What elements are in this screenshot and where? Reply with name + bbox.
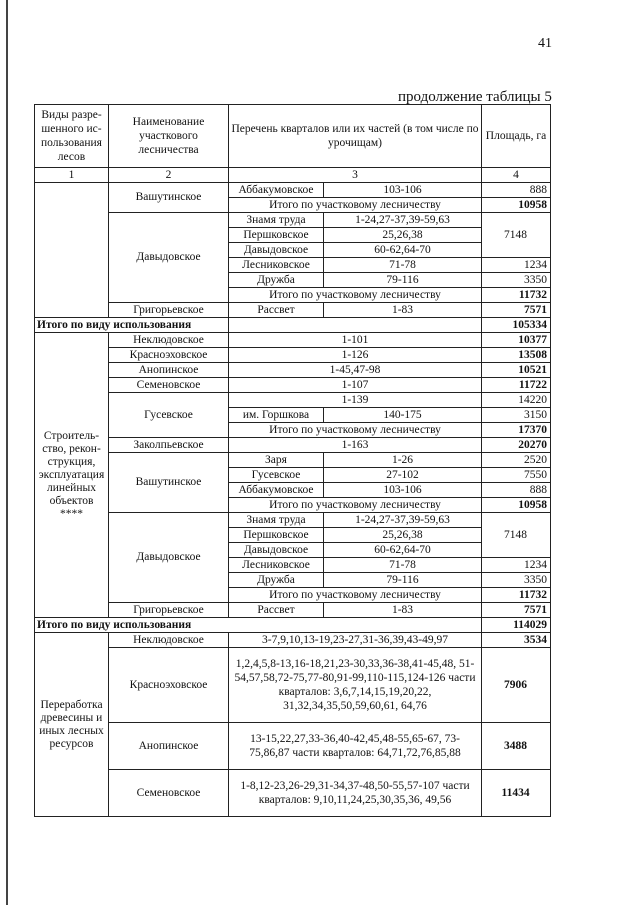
quarters-cell: 1-107 (229, 378, 482, 393)
col-num-1: 1 (35, 168, 109, 183)
tract-cell: Заря (229, 453, 324, 468)
subtotal-value: 10958 (482, 198, 551, 213)
area-cell: 3350 (482, 573, 551, 588)
category-cell: Переработка древесины и иных лесных ресурсов (35, 633, 109, 817)
quarters-cell: 1-139 (229, 393, 482, 408)
forestry-cell: Григорьевское (109, 603, 229, 618)
quarters-cell: 13-15,22,27,33-36,40-42,45,48-55,65-67, 73-75,86,87 части кварталов: 64,71,72,76,85,88 (229, 723, 482, 770)
forestry-cell: Анопинское (109, 363, 229, 378)
area-cell: 3534 (482, 633, 551, 648)
forestry-cell: Неклюдовское (109, 333, 229, 348)
scan-left-edge (6, 0, 8, 905)
table-row (35, 633, 551, 648)
forestry-cell: Анопинское (109, 723, 229, 770)
tract-cell: Давыдовское (229, 243, 324, 258)
area-cell: 2520 (482, 453, 551, 468)
table-row (35, 453, 551, 468)
quarters-cell: 71-78 (324, 558, 482, 573)
col-num-3: 3 (229, 168, 482, 183)
forestry-cell: Григорьевское (109, 303, 229, 318)
usage-total-row (35, 618, 551, 633)
area-cell: 11722 (482, 378, 551, 393)
area-cell: 7148 (482, 513, 551, 558)
quarters-cell: 1-8,12-23,26-29,31-34,37-48,50-55,57-107 части кварталов: 9,10,11,24,25,30,35,36, 49,56 (229, 770, 482, 817)
tract-cell: Першковское (229, 528, 324, 543)
area-cell: 3488 (482, 723, 551, 770)
tract-cell: им. Горшкова (229, 408, 324, 423)
tract-cell: Знамя труда (229, 213, 324, 228)
table-row (35, 363, 551, 378)
subtotal-label: Итого по участковому лесничеству (229, 588, 482, 603)
table-row (35, 213, 551, 228)
subtotal-value: 10958 (482, 498, 551, 513)
forestry-cell: Заколпьевское (109, 438, 229, 453)
area-cell: 7571 (482, 303, 551, 318)
quarters-cell: 60-62,64-70 (324, 543, 482, 558)
quarters-cell: 1-101 (229, 333, 482, 348)
table-row (35, 393, 551, 408)
page-number: 41 (538, 36, 552, 51)
quarters-cell: 1-163 (229, 438, 482, 453)
forestry-cell: Давыдовское (109, 513, 229, 603)
tract-cell: Дружба (229, 573, 324, 588)
header-number-row (35, 168, 551, 183)
usage-total-label: Итого по виду использования (35, 618, 482, 633)
quarters-cell: 1-24,27-37,39-59,63 (324, 513, 482, 528)
usage-total-label: Итого по виду использования (35, 318, 229, 333)
subtotal-label: Итого по участковому лесничеству (229, 423, 482, 438)
area-cell: 7571 (482, 603, 551, 618)
quarters-cell: 140-175 (324, 408, 482, 423)
header-quarters: Перечень кварталов или их частей (в том числе по урочищам) (229, 105, 482, 168)
tract-cell: Лесниковское (229, 558, 324, 573)
tract-cell: Першковское (229, 228, 324, 243)
area-cell: 20270 (482, 438, 551, 453)
usage-total-row (35, 318, 551, 333)
forestry-cell: Семеновское (109, 378, 229, 393)
area-cell: 888 (482, 483, 551, 498)
table-row (35, 770, 551, 817)
quarters-cell: 25,26,38 (324, 228, 482, 243)
area-cell: 3150 (482, 408, 551, 423)
area-cell: 7550 (482, 468, 551, 483)
forestry-cell: Вашутинское (109, 183, 229, 213)
area-cell: 13508 (482, 348, 551, 363)
tract-cell: Лесниковское (229, 258, 324, 273)
quarters-cell: 1-45,47-98 (229, 363, 482, 378)
usage-total-empty (229, 318, 482, 333)
quarters-cell: 1-83 (324, 303, 482, 318)
area-cell: 3350 (482, 273, 551, 288)
quarters-cell: 1-126 (229, 348, 482, 363)
quarters-table (34, 104, 551, 817)
quarters-cell: 1,2,4,5,8-13,16-18,21,23-30,33,36-38,41-45,48, 51-54,57,58,72-75,77-80,91-99,110-115,124-126 части кварталов: 3,6,7,14,15,19,20,22, 31,32,34,35,50,59,60,61, 64,76 (229, 648, 482, 723)
area-cell: 10521 (482, 363, 551, 378)
quarters-cell: 60-62,64-70 (324, 243, 482, 258)
tract-cell: Давыдовское (229, 543, 324, 558)
table-caption: продолжение таблицы 5 (398, 89, 552, 105)
tract-cell: Рассвет (229, 603, 324, 618)
quarters-cell: 71-78 (324, 258, 482, 273)
table-row (35, 438, 551, 453)
tract-cell: Гусевское (229, 468, 324, 483)
table-row (35, 183, 551, 198)
table-row (35, 303, 551, 318)
quarters-cell: 79-116 (324, 573, 482, 588)
usage-total-value: 105334 (482, 318, 551, 333)
tract-cell: Аббакумовское (229, 183, 324, 198)
subtotal-value: 11732 (482, 288, 551, 303)
table-row (35, 378, 551, 393)
subtotal-label: Итого по участковому лесничеству (229, 288, 482, 303)
subtotal-label: Итого по участковому лесничеству (229, 498, 482, 513)
tract-cell: Рассвет (229, 303, 324, 318)
forestry-cell: Красноэховское (109, 348, 229, 363)
table-row (35, 513, 551, 528)
area-cell: 10377 (482, 333, 551, 348)
area-cell: 7906 (482, 648, 551, 723)
area-cell: 11434 (482, 770, 551, 817)
forestry-cell: Гусевское (109, 393, 229, 438)
category-cell-empty (35, 183, 109, 318)
quarters-cell: 103-106 (324, 183, 482, 198)
forestry-cell: Давыдовское (109, 213, 229, 303)
header-usage: Виды разре-шенного ис-пользования лесов (35, 105, 109, 168)
table-row (35, 648, 551, 723)
area-cell: 1234 (482, 558, 551, 573)
col-num-4: 4 (482, 168, 551, 183)
area-cell: 1234 (482, 258, 551, 273)
tract-cell: Аббакумовское (229, 483, 324, 498)
table-row (35, 333, 551, 348)
category-cell: Строитель-ство, рекон-струкция, эксплуатация линейных объектов **** (35, 333, 109, 618)
tract-cell: Дружба (229, 273, 324, 288)
quarters-cell: 25,26,38 (324, 528, 482, 543)
area-cell: 14220 (482, 393, 551, 408)
quarters-cell: 3-7,9,10,13-19,23-27,31-36,39,43-49,97 (229, 633, 482, 648)
area-cell: 7148 (482, 213, 551, 258)
tract-cell: Знамя труда (229, 513, 324, 528)
forestry-cell: Неклюдовское (109, 633, 229, 648)
quarters-cell: 1-26 (324, 453, 482, 468)
table-row (35, 603, 551, 618)
area-cell: 888 (482, 183, 551, 198)
quarters-cell: 27-102 (324, 468, 482, 483)
header-area: Площадь, га (482, 105, 551, 168)
quarters-cell: 79-116 (324, 273, 482, 288)
forestry-cell: Семеновское (109, 770, 229, 817)
quarters-cell: 1-24,27-37,39-59,63 (324, 213, 482, 228)
forestry-cell: Красноэховское (109, 648, 229, 723)
quarters-cell: 103-106 (324, 483, 482, 498)
usage-total-value: 114029 (482, 618, 551, 633)
subtotal-value: 11732 (482, 588, 551, 603)
header-forestry: Наименование участкового лесничества (109, 105, 229, 168)
table-row (35, 348, 551, 363)
col-num-2: 2 (109, 168, 229, 183)
header-row (35, 105, 551, 168)
subtotal-label: Итого по участковому лесничеству (229, 198, 482, 213)
forestry-cell: Вашутинское (109, 453, 229, 513)
table-row (35, 723, 551, 770)
quarters-cell: 1-83 (324, 603, 482, 618)
subtotal-value: 17370 (482, 423, 551, 438)
